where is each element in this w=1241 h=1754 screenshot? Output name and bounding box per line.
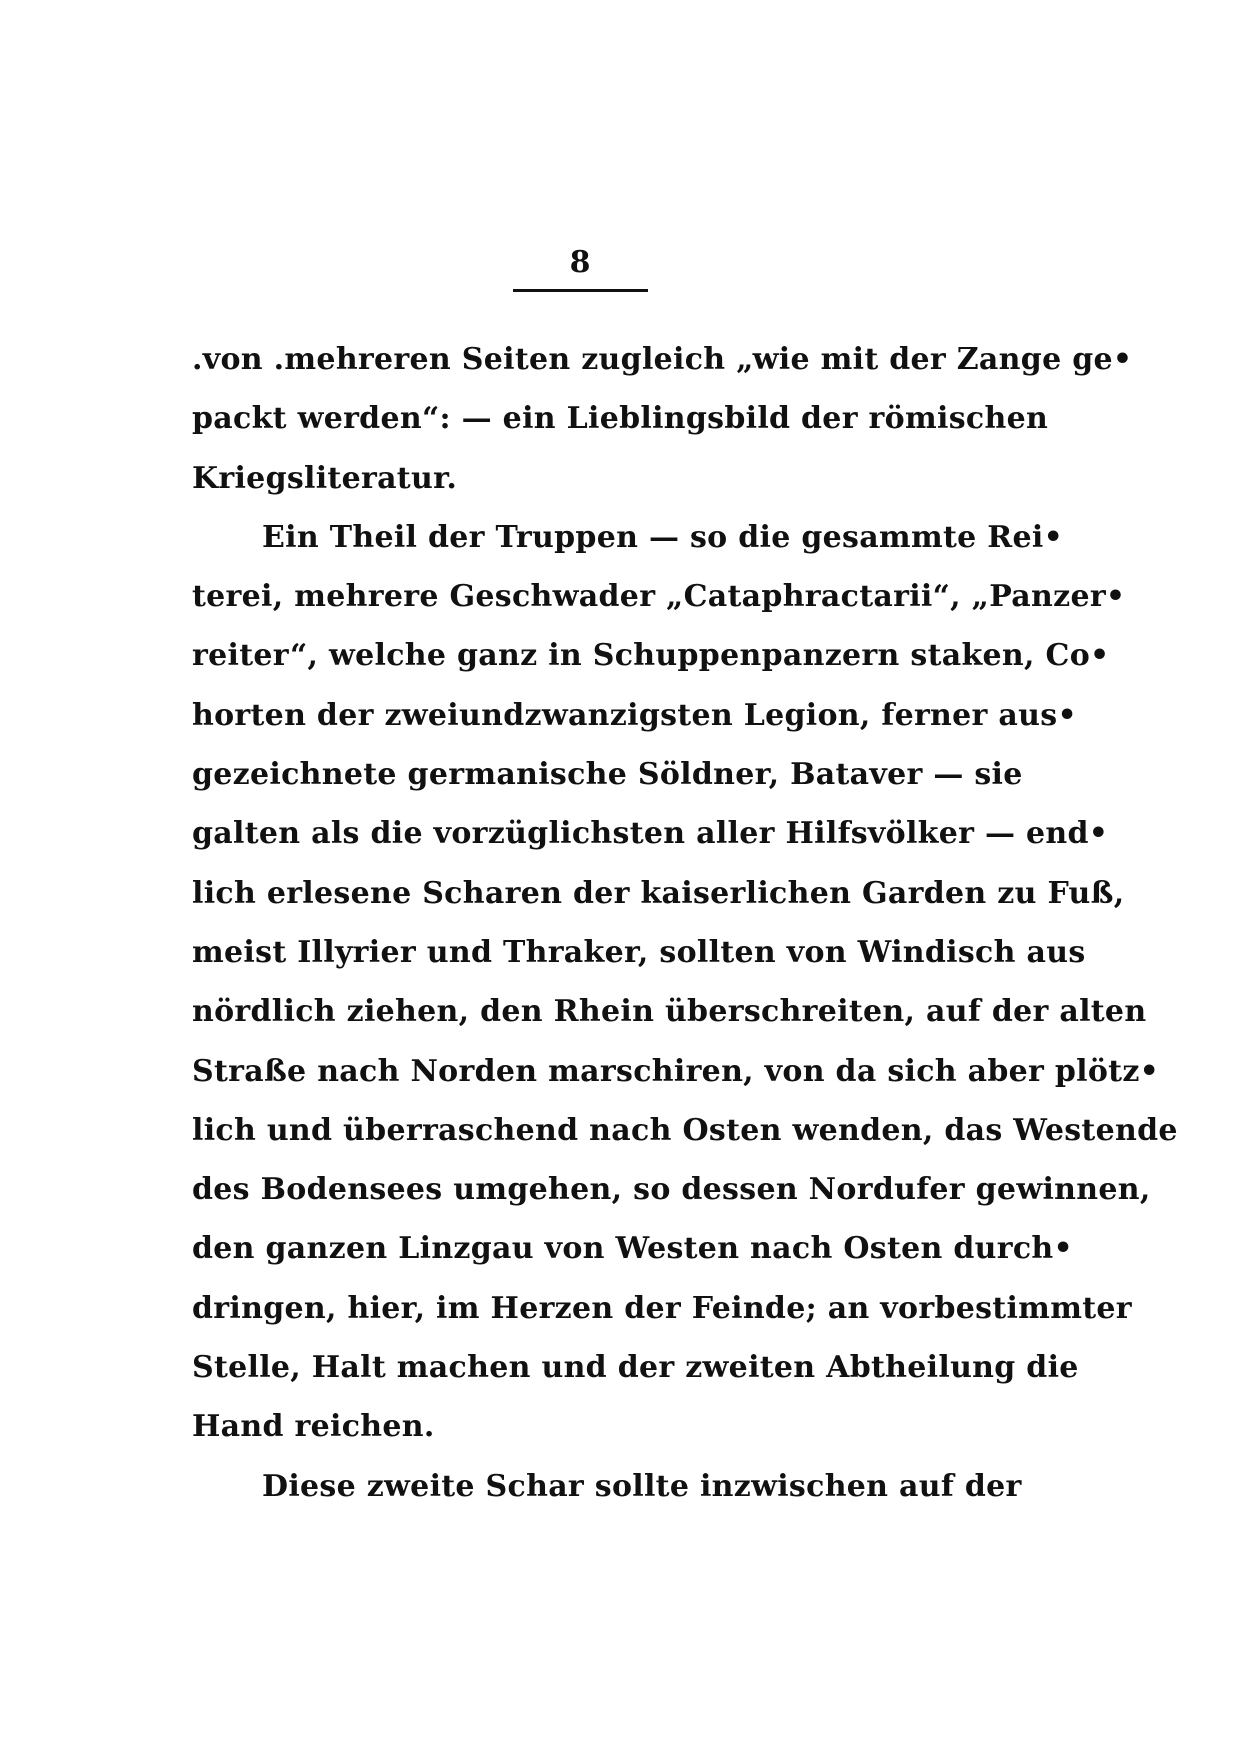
text-line: packt werden“: — ein Lieblingsbild der römischen	[192, 401, 1049, 437]
text-line: nördlich ziehen, den Rhein überschreiten, auf der alten	[192, 994, 1147, 1030]
text-line: lich und überraschend nach Osten wenden, das Westende	[192, 1112, 1178, 1148]
body-text	[192, 330, 1178, 1516]
text-line: Diese zweite Schar sollte inzwischen auf der	[262, 1468, 1022, 1504]
text-line: Stelle, Halt machen und der zweiten Abtheilung die	[192, 1350, 1079, 1386]
text-line: .von .mehreren Seiten zugleich „wie mit der Zange ge•	[192, 342, 1133, 377]
text-line: den ganzen Linzgau von Westen nach Osten durch•	[192, 1231, 1073, 1267]
text-line: Hand reichen.	[192, 1409, 435, 1445]
text-line: meist Illyrier und Thraker, sollten von Windisch aus	[192, 934, 1086, 970]
text-line: Kriegsliteratur.	[192, 460, 458, 496]
page-number-rule	[513, 289, 648, 292]
text-line: des Bodensees umgehen, so dessen Nordufer gewinnen,	[192, 1172, 1151, 1208]
text-line: Ein Theil der Truppen — so die gesammte Rei•	[262, 519, 1064, 555]
page-number: 8	[569, 245, 591, 280]
text-line: Straße nach Norden marschiren, von da sich aber plötz•	[192, 1053, 1160, 1089]
text-line: reiter“, welche ganz in Schuppenpanzern staken, Co•	[192, 638, 1110, 674]
text-line: dringen, hier, im Herzen der Feinde; an vorbestimmter	[192, 1290, 1132, 1326]
text-line: lich erlesene Scharen der kaiserlichen Garden zu Fuß,	[192, 875, 1125, 911]
text-line: terei, mehrere Geschwader „Cataphractarii“, „Panzer•	[192, 579, 1126, 615]
text-line: galten als die vorzüglichsten aller Hilfsvölker — end•	[192, 816, 1109, 852]
text-line: gezeichnete germanische Söldner, Bataver — sie	[192, 757, 1023, 793]
text-line: horten der zweiundzwanzigsten Legion, ferner aus•	[192, 697, 1077, 733]
